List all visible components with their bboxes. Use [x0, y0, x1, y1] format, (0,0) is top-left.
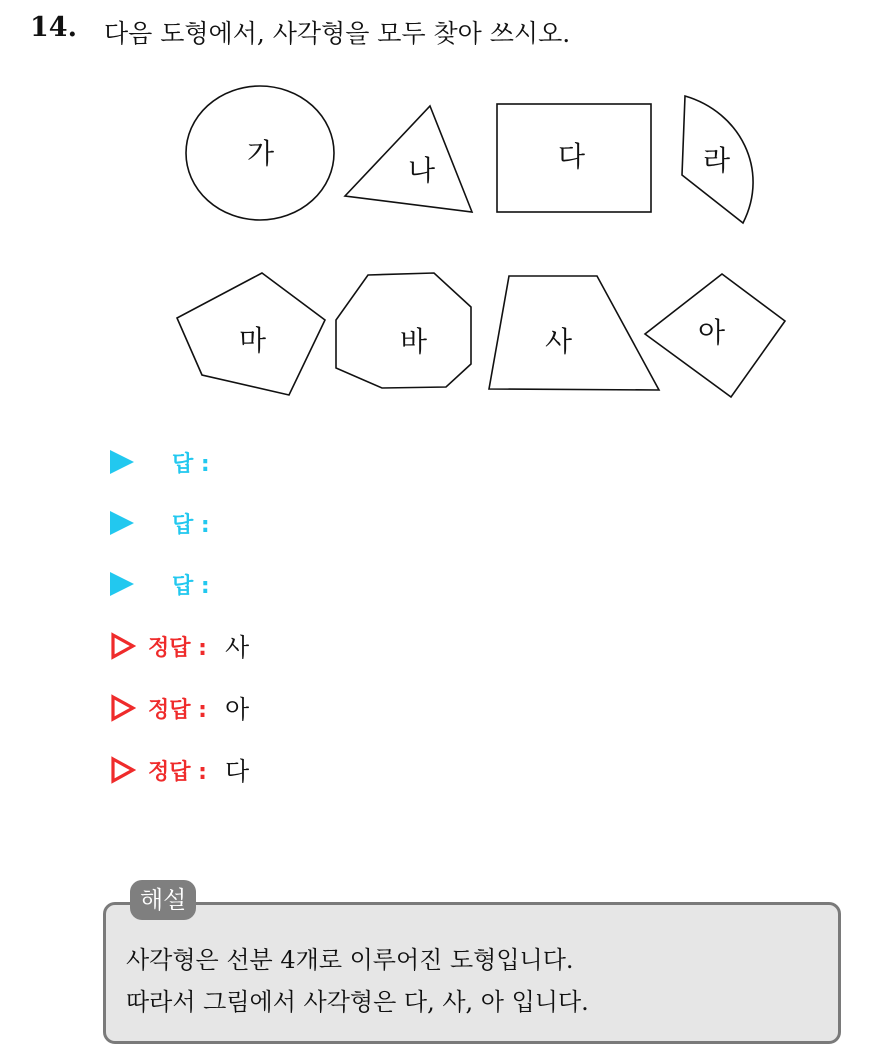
- explanation-line: 따라서 그림에서 사각형은 다, 사, 아 입니다.: [126, 988, 589, 1016]
- explanation-line: 사각형은 선분 4개로 이루어진 도형입니다.: [126, 946, 574, 974]
- correct-answer-row: [110, 752, 249, 788]
- correct-answer-label: 정답 :: [148, 697, 207, 723]
- outline-triangle-icon: [110, 694, 136, 722]
- shape-label: 다: [558, 140, 586, 173]
- filled-triangle-icon: [110, 511, 134, 535]
- outline-triangle-icon: [110, 756, 136, 784]
- filled-triangle-icon: [110, 450, 134, 474]
- outline-triangle-icon: [110, 632, 136, 660]
- answer-row: [110, 505, 210, 541]
- correct-answer-value: 사: [224, 633, 250, 662]
- shape-label: 가: [247, 137, 275, 170]
- correct-answer-label: 정답 :: [148, 635, 207, 661]
- shapes-figure: [0, 0, 884, 420]
- shape-trapezoid: [489, 276, 659, 390]
- answer-label: 답 :: [172, 451, 210, 477]
- correct-answer-value: 아: [224, 695, 250, 724]
- question-number: 14.: [30, 12, 77, 43]
- shape-label: 마: [239, 324, 267, 357]
- shape-label: 나: [408, 154, 436, 187]
- filled-triangle-icon: [110, 572, 134, 596]
- answer-label: 답 :: [172, 573, 210, 599]
- correct-answer-row: [110, 628, 249, 664]
- correct-answer-value: 다: [224, 757, 250, 786]
- explanation-tag: 해설: [130, 880, 196, 920]
- shape-label: 아: [698, 316, 726, 349]
- correct-answer-row: [110, 690, 249, 726]
- shape-label: 바: [400, 325, 428, 358]
- shape-label: 라: [703, 144, 731, 177]
- correct-answer-label: 정답 :: [148, 759, 207, 785]
- answer-row: [110, 566, 210, 602]
- answer-row: [110, 444, 210, 480]
- shape-label: 사: [545, 325, 573, 358]
- answer-label: 답 :: [172, 512, 210, 538]
- question-text: 다음 도형에서, 사각형을 모두 찾아 쓰시오.: [104, 19, 571, 48]
